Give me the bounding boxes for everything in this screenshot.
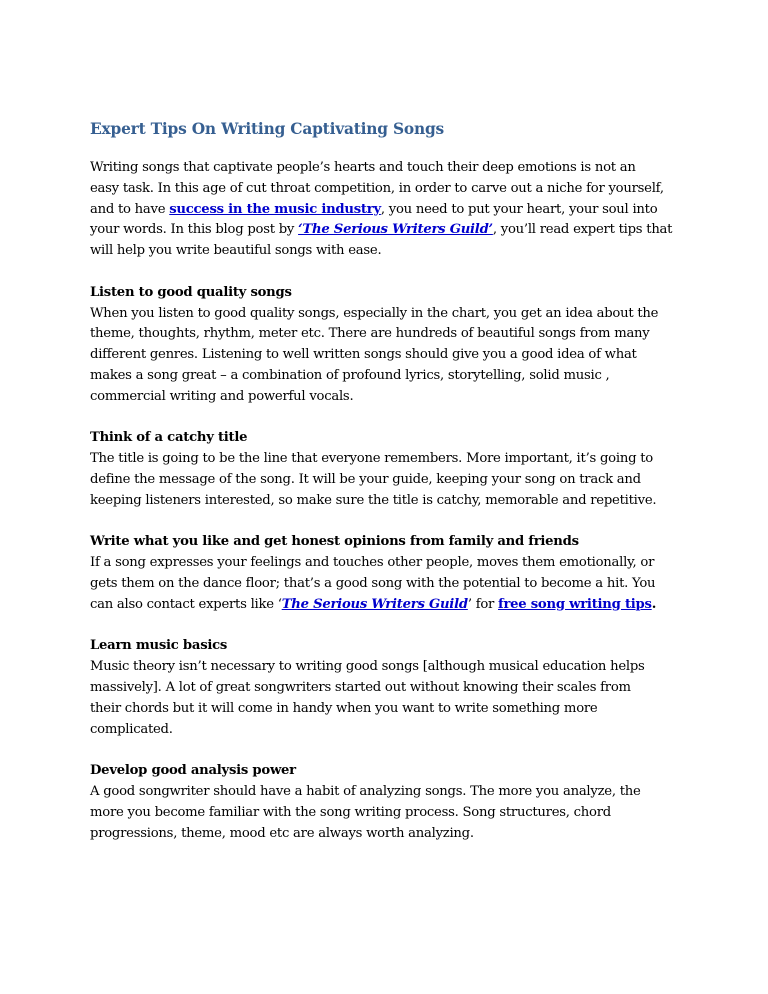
section-text: ’ for <box>467 596 499 612</box>
writers-guild-link-2[interactable]: The Serious Writers Guild <box>281 596 468 612</box>
section-line: their chords but it will come in handy when you want to write something more <box>90 700 598 716</box>
intro-text: and to have <box>90 201 170 217</box>
section-heading: Think of a catchy title <box>90 430 248 446</box>
section-heading: Learn music basics <box>90 638 228 654</box>
intro-paragraph <box>90 158 690 262</box>
document-page <box>90 118 690 865</box>
document-title: Expert Tips On Writing Captivating Songs <box>90 120 445 138</box>
section-line <box>90 595 690 616</box>
section-listen <box>90 283 690 408</box>
intro-line: will help you write beautiful songs with ease. <box>90 243 382 259</box>
section-opinions <box>90 532 690 615</box>
section-analysis <box>90 761 690 844</box>
music-industry-link[interactable]: success in the music industry <box>169 201 381 217</box>
section-line: keeping listeners interested, so make sure the title is catchy, memorable and repetitive. <box>90 492 657 508</box>
writers-guild-link[interactable]: ‘The Serious Writers Guild’ <box>298 222 493 238</box>
section-line: different genres. Listening to well written songs should give you a good idea of what <box>90 347 637 363</box>
section-line: complicated. <box>90 721 173 737</box>
section-line: A good songwriter should have a habit of analyzing songs. The more you analyze, the <box>90 783 641 799</box>
section-line: Music theory isn’t necessary to writing good songs [although musical education helps <box>90 659 645 675</box>
section-heading: Write what you like and get honest opinions from family and friends <box>90 534 579 550</box>
intro-line <box>90 200 690 221</box>
intro-line: Writing songs that captivate people’s hearts and touch their deep emotions is not an <box>90 160 636 175</box>
section-line: progressions, theme, mood etc are always worth analyzing. <box>90 825 474 841</box>
section-heading: Listen to good quality songs <box>90 284 292 300</box>
section-heading: Develop good analysis power <box>90 763 296 779</box>
section-text: . <box>651 596 657 612</box>
intro-line: easy task. In this age of cut throat competition, in order to carve out a niche for yourself, <box>90 180 664 196</box>
section-line: gets them on the dance floor; that’s a good song with the potential to become a hit. You <box>90 575 656 591</box>
section-basics <box>90 636 690 740</box>
section-line: If a song expresses your feelings and touches other people, moves them emotionally, or <box>90 555 655 571</box>
free-tips-link[interactable]: free song writing tips <box>498 596 652 612</box>
section-line: When you listen to good quality songs, especially in the chart, you get an idea about the <box>90 305 659 321</box>
section-line: theme, thoughts, rhythm, meter etc. There are hundreds of beautiful songs from many <box>90 326 650 342</box>
intro-line <box>90 220 690 241</box>
section-line: more you become familiar with the song writing process. Song structures, chord <box>90 804 611 820</box>
section-line: The title is going to be the line that everyone remembers. More important, it’s going to <box>90 451 653 467</box>
section-line: commercial writing and powerful vocals. <box>90 388 354 404</box>
intro-text: , you need to put your heart, your soul into <box>380 201 658 217</box>
intro-text: , you’ll read expert tips that <box>492 222 673 238</box>
section-line: makes a song great – a combination of profound lyrics, storytelling, solid music , <box>90 367 610 383</box>
section-line: massively]. A lot of great songwriters started out without knowing their scales from <box>90 679 631 695</box>
section-line: define the message of the song. It will be your guide, keeping your song on track and <box>90 471 641 487</box>
section-title <box>90 428 690 511</box>
section-text: can also contact experts like ‘ <box>90 596 282 612</box>
intro-text: your words. In this blog post by <box>90 222 299 238</box>
